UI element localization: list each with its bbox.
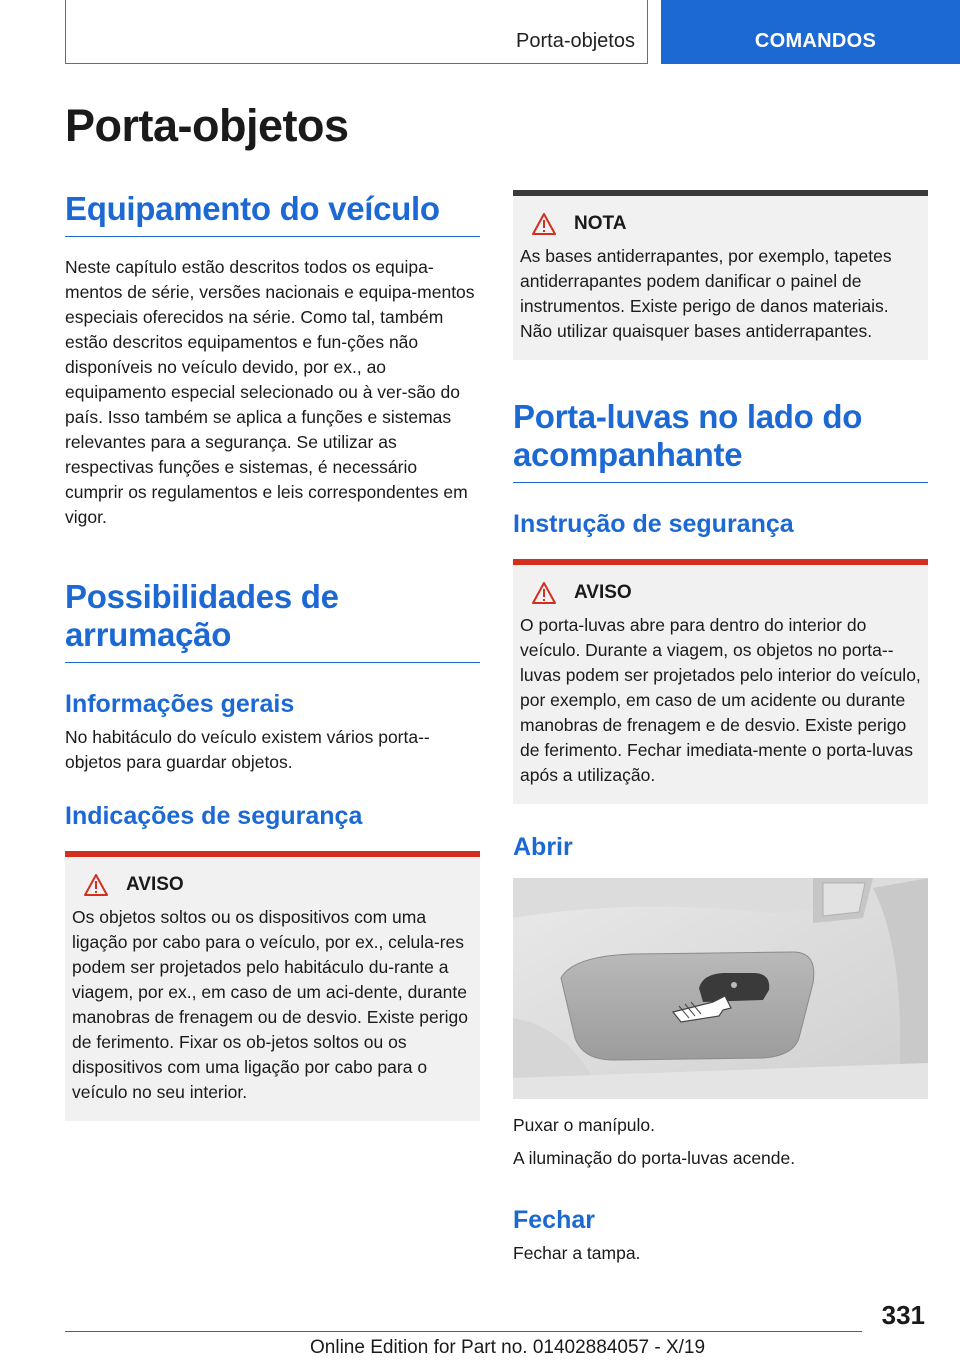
subsection-title-close: Fechar <box>513 1206 595 1234</box>
page-number: 331 <box>881 1300 925 1330</box>
warning-text: Os objetos soltos ou os dispositivos com uma ligação por cabo para o veículo, por ex., celula-res podem ser projetados pelo habitáculo du-rante a viagem, por ex., em caso de um aci-dente, durante manobras de frenagem ou de desvio. Existe perigo de ferimento. Fixar os ob-jetos soltos ou os dispositivos com uma ligação por cabo para o veículo no seu interior. <box>72 907 468 1102</box>
subsection-title-general: Informações gerais <box>65 690 295 718</box>
section-title-glovebox: Porta-luvas no lado do acompanhante <box>513 398 928 483</box>
glovebox-warning-header <box>532 581 922 605</box>
warning-box <box>65 851 480 1121</box>
note-header <box>532 212 922 236</box>
general-paragraph: No habitáculo do veículo existem vários porta--objetos para guardar objetos. <box>65 727 430 772</box>
subsection-title-safety-instruction: Instrução de segurança <box>513 510 794 538</box>
note-box <box>513 190 928 360</box>
page-title: Porta-objetos <box>65 100 349 151</box>
note-label: NOTA <box>574 213 627 234</box>
warning-header <box>84 873 474 897</box>
open-step-light: A iluminação do porta-luvas acende. <box>513 1148 796 1168</box>
section-title-storage: Possibilidades de arrumação <box>65 578 480 663</box>
right-column <box>513 190 928 1266</box>
left-column <box>65 190 480 1121</box>
open-step-pull: Puxar o manípulo. <box>513 1115 656 1135</box>
warning-triangle-icon <box>532 582 556 604</box>
warning-label: AVISO <box>126 874 184 895</box>
note-text: As bases antiderrapantes, por exemplo, tapetes antiderrapantes podem danificar o painel de instrumentos. Existe perigo de danos materiais. Não utilizar quaisquer bases antiderrapantes. <box>520 246 892 341</box>
header-section-label: Porta-objetos <box>516 30 635 52</box>
warning-triangle-icon <box>84 874 108 896</box>
section-title-equipment: Equipamento do veículo <box>65 190 480 237</box>
footer-edition: Online Edition for Part no. 01402884057 - X/19 <box>310 1337 706 1358</box>
caution-triangle-icon <box>532 213 556 235</box>
glovebox-drawing <box>513 878 928 1099</box>
close-step: Fechar a tampa. <box>513 1243 641 1263</box>
glovebox-warning-text: O porta-luvas abre para dentro do interior do veículo. Durante a viagem, os objetos no porta--luvas podem ser projetados pelo interior do veículo, por exemplo, em caso de um acidente ou durante manobras de frenagem e de desvio. Existe perigo de ferimento. Fechar imediata-mente o porta-luvas após a utilização. <box>520 615 921 785</box>
glovebox-illustration <box>513 878 928 1099</box>
header-chapter-tab <box>661 0 960 64</box>
subsection-title-open: Abrir <box>513 833 573 861</box>
header-section-box <box>65 0 648 64</box>
subsection-title-safety: Indicações de segurança <box>65 802 363 830</box>
header-chapter-label: COMANDOS <box>754 30 877 52</box>
footer-rule <box>65 1331 862 1332</box>
glovebox-warning-box <box>513 559 928 804</box>
glovebox-warning-label: AVISO <box>574 582 632 603</box>
equipment-paragraph: Neste capítulo estão descritos todos os equipa-mentos de série, versões nacionais e equipa-mentos especiais oferecidos na série. Como tal, também estão descritos equipamentos e fun-ções não disponíveis no veículo devido, por ex., ao equipamento especial selecionado ou à ver-são do país. Isso também se aplica a funções e sistemas relevantes para a segurança. Se utilizar as respectivas funções e sistemas, é necessário cumprir os regulamentos e leis correspondentes em vigor. <box>65 257 475 527</box>
